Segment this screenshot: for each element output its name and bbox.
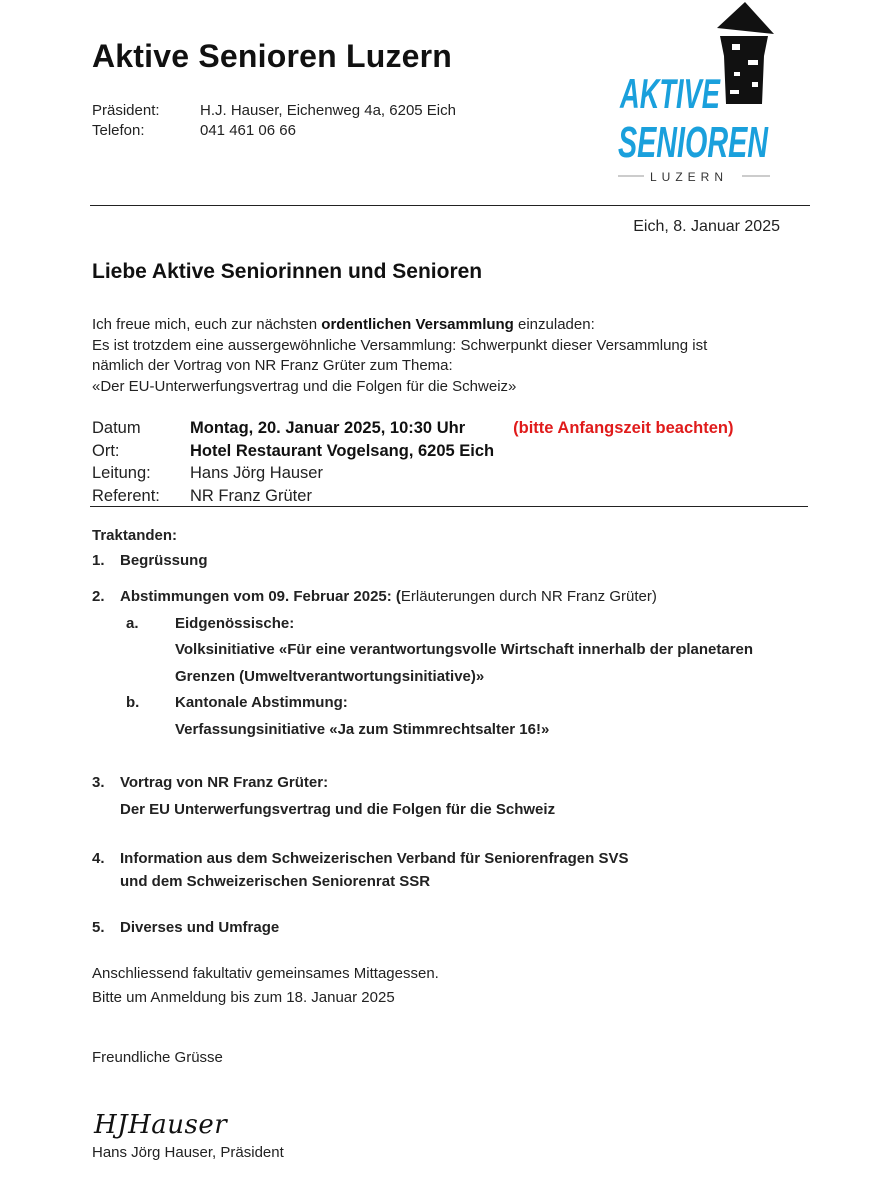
agenda-text-2-rest: Erläuterungen durch NR Franz Grüter) bbox=[400, 588, 657, 605]
datum-value: Montag, 20. Januar 2025, 10:30 Uhr bbox=[190, 419, 466, 437]
intro-line-4: «Der EU-Unterwerfungsvertrag und die Folgen für die Schweiz» bbox=[92, 377, 517, 395]
logo-line2: SENIOREN bbox=[618, 118, 769, 167]
referent-value: NR Franz Grüter bbox=[190, 486, 312, 505]
agenda-sub-b-label: b. bbox=[126, 694, 140, 711]
club-logo bbox=[612, 0, 782, 190]
agenda-text-3-l1: Vortrag von NR Franz Grüter: bbox=[120, 774, 329, 791]
org-title: Aktive Senioren Luzern bbox=[92, 38, 453, 74]
leitung-value: Hans Jörg Hauser bbox=[190, 464, 323, 482]
agenda-num-3: 3. bbox=[92, 774, 105, 791]
agenda-num-5: 5. bbox=[92, 919, 105, 936]
ort-value: Hotel Restaurant Vogelsang, 6205 Eich bbox=[190, 441, 495, 460]
intro-text bbox=[92, 315, 792, 397]
agenda-text-2-bold: Abstimmungen vom 09. Februar 2025: ( bbox=[120, 588, 401, 605]
agenda-sub-a-l1: Eidgenössische: bbox=[175, 615, 295, 632]
agenda-sub-a-l3: Grenzen (Umweltverantwortungsinitiative)» bbox=[175, 668, 485, 685]
greeting: Liebe Aktive Seniorinnen und Senioren bbox=[92, 260, 483, 283]
ort-label: Ort: bbox=[92, 441, 120, 460]
intro-l1-bold: ordentlichen Versammlung bbox=[321, 316, 514, 333]
agenda-text-1: Begrüssung bbox=[120, 552, 208, 569]
logo-line3: LUZERN bbox=[650, 170, 729, 184]
phone-label: Telefon: bbox=[92, 122, 145, 139]
agenda-sub-b-l2: Verfassungsinitiative «Ja zum Stimmrechtsalter 16!» bbox=[175, 721, 550, 738]
closing-line-1: Anschliessend fakultativ gemeinsames Mittagessen. bbox=[92, 965, 439, 982]
closing-line-2: Bitte um Anmeldung bis zum 18. Januar 2025 bbox=[92, 988, 395, 1006]
agenda-heading: Traktanden: bbox=[92, 527, 178, 544]
intro-line-2: Es ist trotzdem eine aussergewöhnliche Versammlung: Schwerpunkt dieser Versammlung ist bbox=[92, 336, 708, 354]
agenda-text-3-l2: Der EU Unterwerfungsvertrag und die Folgen für die Schweiz bbox=[120, 801, 556, 818]
agenda-text-4-l2: und dem Schweizerischen Seniorenrat SSR bbox=[120, 873, 431, 890]
letter-date: Eich, 8. Januar 2025 bbox=[633, 218, 780, 235]
ort-row bbox=[92, 440, 733, 463]
agenda-text-5: Diverses und Umfrage bbox=[120, 919, 280, 936]
agenda-text-2 bbox=[120, 588, 657, 605]
header-divider bbox=[90, 205, 810, 206]
datum-label: Datum bbox=[92, 419, 141, 437]
leitung-label: Leitung: bbox=[92, 464, 151, 482]
signer-name: Hans Jörg Hauser, Präsident bbox=[92, 1144, 284, 1161]
president-row bbox=[92, 101, 456, 121]
datum-note: (bitte Anfangszeit beachten) bbox=[513, 419, 734, 437]
referent-label: Referent: bbox=[92, 486, 160, 505]
referent-row bbox=[92, 485, 733, 508]
agenda-sub-a-l2: Volksinitiative «Für eine verantwortungsvolle Wirtschaft innerhalb der planetaren bbox=[175, 641, 754, 658]
intro-line-3: nämlich der Vortrag von NR Franz Grüter zum Thema: bbox=[92, 357, 453, 374]
tower-icon bbox=[717, 2, 774, 104]
agenda-num-1: 1. bbox=[92, 552, 105, 569]
agenda-sub-a-label: a. bbox=[126, 615, 139, 632]
regards: Freundliche Grüsse bbox=[92, 1049, 223, 1066]
agenda-sub-b-l1: Kantonale Abstimmung: bbox=[175, 694, 348, 711]
logo-line1: AKTIVE bbox=[619, 70, 722, 117]
info-divider bbox=[90, 506, 808, 507]
intro-l1-c: einzuladen: bbox=[513, 316, 595, 333]
leitung-row bbox=[92, 462, 733, 485]
signature: HJHauser bbox=[94, 1110, 228, 1140]
datum-row bbox=[92, 417, 733, 440]
president-value: H.J. Hauser, Eichenweg 4a, 6205 Eich bbox=[200, 102, 456, 119]
contact-block bbox=[92, 101, 456, 141]
phone-value: 041 461 06 66 bbox=[200, 122, 296, 139]
meeting-info bbox=[92, 417, 733, 507]
intro-l1-a: Ich freue mich, euch zur nächsten bbox=[92, 316, 322, 333]
president-label: Präsident: bbox=[92, 102, 160, 119]
intro-line-1 bbox=[92, 315, 792, 336]
agenda-num-2: 2. bbox=[92, 588, 105, 605]
closing-text bbox=[92, 962, 439, 1009]
phone-row bbox=[92, 121, 456, 141]
agenda-num-4: 4. bbox=[92, 850, 105, 867]
agenda-text-4-l1: Information aus dem Schweizerischen Verband für Seniorenfragen SVS bbox=[120, 850, 629, 867]
